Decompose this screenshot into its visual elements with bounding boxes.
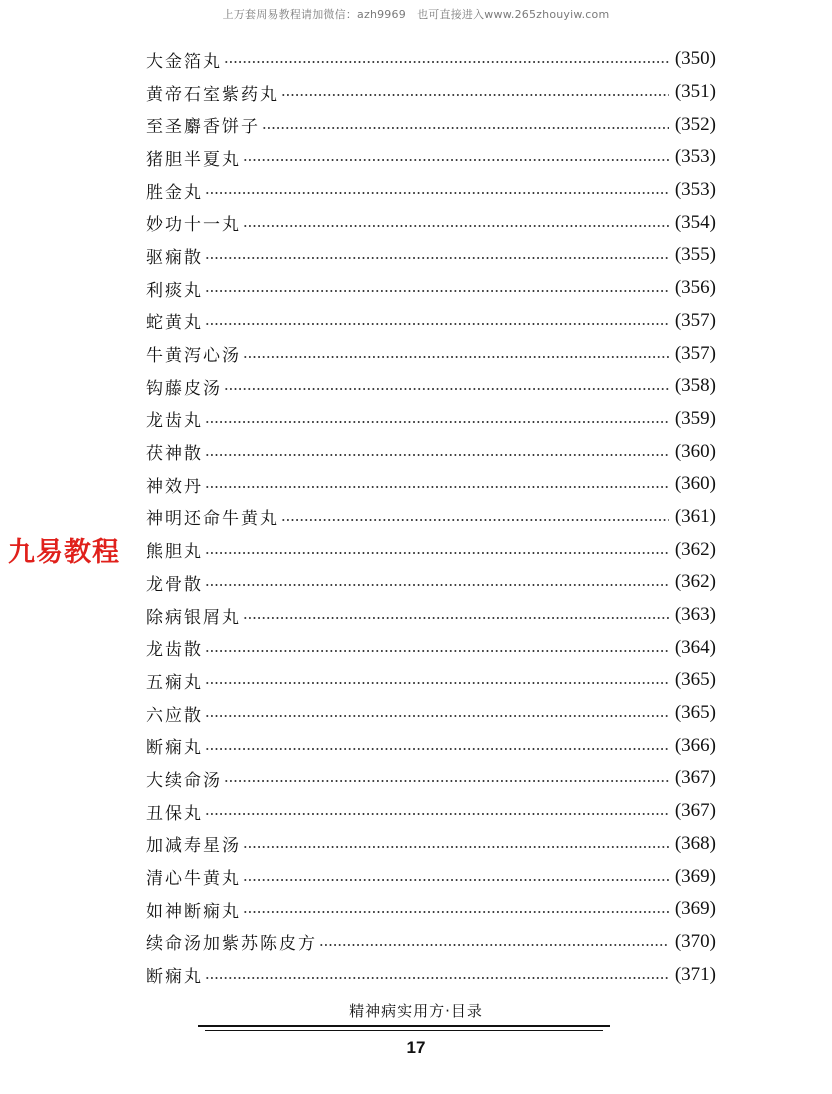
table-of-contents bbox=[146, 43, 716, 991]
toc-entry-title: 胜金丸 bbox=[146, 182, 203, 203]
toc-entry bbox=[146, 43, 716, 76]
dot-leader bbox=[243, 159, 669, 161]
dot-leader bbox=[243, 356, 669, 358]
dot-leader bbox=[224, 780, 669, 782]
toc-entry-title: 大金箔丸 bbox=[146, 51, 222, 72]
dot-leader bbox=[205, 552, 669, 554]
toc-entry bbox=[146, 795, 716, 828]
toc-entry bbox=[146, 403, 716, 436]
toc-entry bbox=[146, 566, 716, 599]
toc-entry-title: 龙齿丸 bbox=[146, 411, 203, 432]
toc-entry-title: 妙功十一丸 bbox=[146, 215, 241, 236]
page-number: 17 bbox=[406, 1038, 426, 1057]
toc-entry-title: 至圣麝香饼子 bbox=[146, 117, 260, 138]
toc-entry-title: 除病银屑丸 bbox=[146, 607, 241, 628]
dot-leader bbox=[205, 486, 669, 488]
dot-leader bbox=[243, 911, 669, 913]
toc-entry-page: (371) bbox=[674, 963, 716, 985]
toc-entry-page: (357) bbox=[674, 309, 716, 331]
toc-entry bbox=[146, 272, 716, 305]
toc-entry bbox=[146, 893, 716, 926]
toc-entry bbox=[146, 697, 716, 730]
toc-entry-title: 茯神散 bbox=[146, 444, 203, 465]
toc-entry bbox=[146, 239, 716, 272]
watermark-logo: 九易教程 bbox=[8, 537, 120, 568]
toc-entry bbox=[146, 664, 716, 697]
toc-entry-title: 丑保丸 bbox=[146, 803, 203, 824]
toc-entry-title: 神效丹 bbox=[146, 476, 203, 497]
toc-entry-page: (353) bbox=[674, 179, 716, 201]
dot-leader bbox=[243, 879, 669, 881]
toc-entry-title: 断痫丸 bbox=[146, 738, 203, 759]
toc-entry-page: (355) bbox=[674, 244, 716, 266]
toc-entry-title: 如神断痫丸 bbox=[146, 901, 241, 922]
toc-entry bbox=[146, 305, 716, 338]
dot-leader bbox=[262, 127, 669, 129]
dot-leader bbox=[205, 715, 669, 717]
toc-entry-title: 利痰丸 bbox=[146, 280, 203, 301]
toc-entry bbox=[146, 468, 716, 501]
toc-entry-page: (362) bbox=[674, 571, 716, 593]
toc-entry-title: 牛黄泻心汤 bbox=[146, 346, 241, 367]
toc-entry-title: 大续命汤 bbox=[146, 770, 222, 791]
toc-entry bbox=[146, 370, 716, 403]
toc-entry bbox=[146, 533, 716, 566]
dot-leader bbox=[205, 977, 669, 979]
toc-entry-page: (357) bbox=[674, 342, 716, 364]
toc-entry-page: (365) bbox=[674, 669, 716, 691]
toc-entry-page: (370) bbox=[674, 930, 716, 952]
footer-rule bbox=[198, 1025, 610, 1027]
toc-entry bbox=[146, 860, 716, 893]
toc-entry-title: 六应散 bbox=[146, 705, 203, 726]
dot-leader bbox=[205, 584, 669, 586]
toc-entry-page: (359) bbox=[674, 407, 716, 429]
toc-entry-title: 黄帝石室紫药丸 bbox=[146, 84, 279, 105]
dot-leader bbox=[243, 617, 669, 619]
toc-entry bbox=[146, 206, 716, 239]
toc-entry-title: 龙齿散 bbox=[146, 640, 203, 661]
toc-entry-title: 续命汤加紫苏陈皮方 bbox=[146, 934, 317, 955]
toc-entry bbox=[146, 762, 716, 795]
toc-entry-title: 龙骨散 bbox=[146, 574, 203, 595]
toc-entry-page: (353) bbox=[674, 146, 716, 168]
toc-entry-page: (350) bbox=[674, 48, 716, 70]
toc-entry-title: 驱痫散 bbox=[146, 247, 203, 268]
toc-entry-page: (364) bbox=[674, 636, 716, 658]
toc-entry bbox=[146, 926, 716, 959]
toc-entry bbox=[146, 729, 716, 762]
toc-entry-title: 熊胆丸 bbox=[146, 542, 203, 563]
toc-entry-page: (362) bbox=[674, 538, 716, 560]
toc-entry-page: (369) bbox=[674, 898, 716, 920]
dot-leader bbox=[205, 192, 669, 194]
toc-entry-title: 钩藤皮汤 bbox=[146, 378, 222, 399]
toc-entry-page: (356) bbox=[674, 277, 716, 299]
toc-entry-page: (366) bbox=[674, 734, 716, 756]
toc-entry bbox=[146, 501, 716, 534]
header-note: 上万套周易教程请加微信：azh9969 也可直接进入www.265zhouyiw.com bbox=[222, 8, 610, 21]
toc-entry-title: 加减寿星汤 bbox=[146, 836, 241, 857]
toc-entry-title: 清心牛黄丸 bbox=[146, 869, 241, 890]
dot-leader bbox=[205, 813, 669, 815]
toc-entry-page: (365) bbox=[674, 702, 716, 724]
running-title: 精神病实用方·目录 bbox=[349, 1002, 483, 1020]
toc-entry bbox=[146, 958, 716, 991]
toc-entry-title: 神明还命牛黄丸 bbox=[146, 509, 279, 530]
toc-entry-page: (354) bbox=[674, 211, 716, 233]
dot-leader bbox=[243, 846, 669, 848]
dot-leader bbox=[281, 94, 669, 96]
toc-entry-page: (361) bbox=[674, 505, 716, 527]
dot-leader bbox=[205, 454, 669, 456]
toc-entry bbox=[146, 76, 716, 109]
toc-entry-page: (367) bbox=[674, 767, 716, 789]
footer-rule-thin bbox=[205, 1030, 603, 1031]
toc-entry-page: (360) bbox=[674, 473, 716, 495]
dot-leader bbox=[224, 388, 669, 390]
dot-leader bbox=[243, 225, 669, 227]
dot-leader bbox=[281, 519, 669, 521]
toc-entry-title: 猪胆半夏丸 bbox=[146, 149, 241, 170]
toc-entry bbox=[146, 108, 716, 141]
dot-leader bbox=[205, 421, 669, 423]
toc-entry bbox=[146, 174, 716, 207]
dot-leader bbox=[205, 748, 669, 750]
toc-entry-page: (351) bbox=[674, 81, 716, 103]
toc-entry bbox=[146, 337, 716, 370]
toc-entry-title: 五痫丸 bbox=[146, 672, 203, 693]
dot-leader bbox=[319, 944, 669, 946]
toc-entry bbox=[146, 141, 716, 174]
toc-entry-page: (358) bbox=[674, 375, 716, 397]
toc-entry-page: (368) bbox=[674, 832, 716, 854]
toc-entry-page: (352) bbox=[674, 113, 716, 135]
dot-leader bbox=[205, 323, 669, 325]
toc-entry bbox=[146, 435, 716, 468]
dot-leader bbox=[224, 61, 669, 63]
toc-entry-page: (360) bbox=[674, 440, 716, 462]
toc-entry-title: 蛇黄丸 bbox=[146, 313, 203, 334]
dot-leader bbox=[205, 257, 669, 259]
toc-entry bbox=[146, 599, 716, 632]
dot-leader bbox=[205, 650, 669, 652]
toc-entry-page: (363) bbox=[674, 604, 716, 626]
toc-entry bbox=[146, 828, 716, 861]
dot-leader bbox=[205, 682, 669, 684]
toc-entry-page: (369) bbox=[674, 865, 716, 887]
toc-entry bbox=[146, 631, 716, 664]
dot-leader bbox=[205, 290, 669, 292]
toc-entry-title: 断痫丸 bbox=[146, 967, 203, 988]
toc-entry-page: (367) bbox=[674, 800, 716, 822]
